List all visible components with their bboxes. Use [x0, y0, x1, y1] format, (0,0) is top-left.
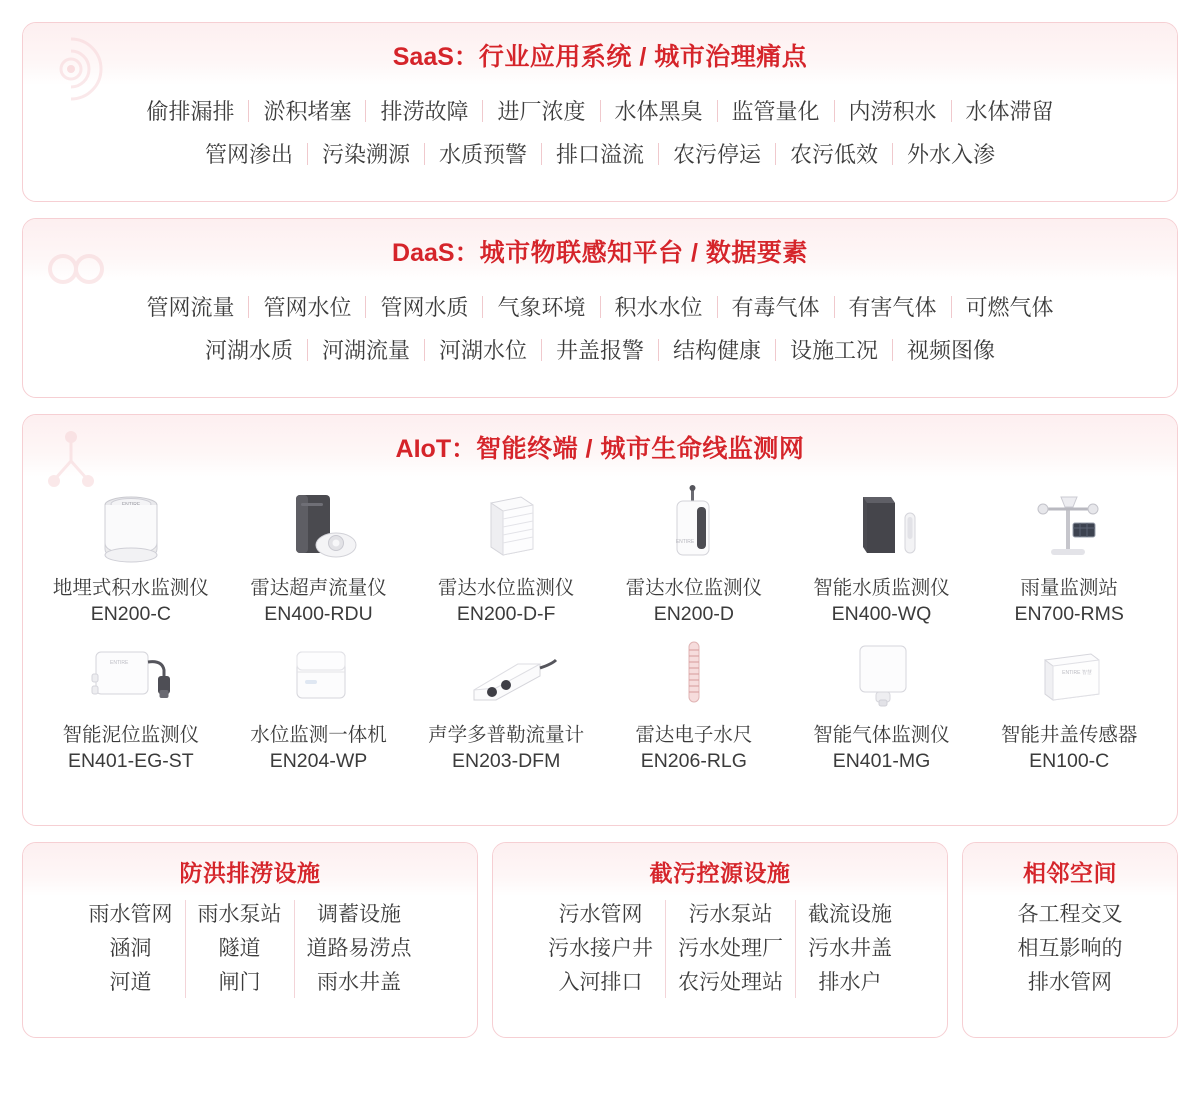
saas-tag: 外水入渗	[907, 142, 996, 167]
device-name: 智能井盖传感器	[1000, 723, 1138, 746]
saas-tag: 水体滞留	[965, 99, 1054, 124]
flood-column-1	[77, 898, 185, 1000]
device-model: EN200-C	[90, 603, 171, 626]
device-card[interactable]	[975, 630, 1163, 775]
device-model: EN203-DFM	[451, 749, 561, 772]
smart-mud-level-icon	[37, 630, 225, 722]
facility-item: 道路易涝点	[306, 937, 412, 961]
facility-item: 污水接户井	[548, 937, 653, 961]
sewage-column-1	[536, 898, 665, 1000]
smart-manhole-sensor-icon	[975, 630, 1163, 722]
daas-tag: 可燃气体	[965, 295, 1054, 320]
radar-electronic-ruler-icon	[600, 630, 788, 722]
facility-item: 污水管网	[558, 903, 643, 926]
saas-row-2	[23, 132, 1177, 175]
daas-tag: 河湖水质	[204, 338, 293, 363]
buried-water-sensor-icon	[37, 483, 225, 575]
saas-tag: 淤积堵塞	[263, 99, 352, 124]
daas-row-2	[23, 328, 1177, 371]
daas-tag: 管网水位	[263, 295, 352, 320]
facility-item: 排水户	[818, 971, 882, 995]
daas-title-cn: 城市物联感知平台 / 数据要素	[479, 239, 808, 267]
facility-row	[22, 842, 1178, 1038]
daas-tag: 管网流量	[146, 295, 235, 320]
daas-title	[23, 219, 1177, 281]
smart-water-quality-icon	[788, 483, 976, 575]
facility-item: 入河排口	[558, 971, 643, 995]
device-name: 雷达水位监测仪	[437, 577, 575, 599]
adjacent-line: 相互影响的	[1017, 937, 1123, 961]
device-card[interactable]	[37, 630, 225, 775]
radar-ultrasonic-flowmeter-icon	[225, 483, 413, 575]
device-card[interactable]	[412, 483, 600, 628]
rain-gauge-station-icon	[975, 483, 1163, 575]
daas-tag: 积水水位	[614, 295, 703, 320]
device-card[interactable]	[225, 483, 413, 628]
saas-title-cn: 行业应用系统 / 城市治理痛点	[478, 43, 808, 71]
device-model: EN100-C	[1029, 749, 1110, 772]
svg-text:ENTIRE: ENTIRE	[109, 659, 129, 666]
adjacent-line: 各工程交叉	[1017, 903, 1123, 926]
device-card[interactable]	[975, 483, 1163, 628]
device-grid	[23, 477, 1177, 782]
adjacent-space-panel	[962, 842, 1178, 1038]
device-name: 雨量监测站	[1020, 577, 1118, 599]
daas-tag: 有害气体	[848, 295, 937, 320]
daas-tag: 管网水质	[380, 295, 469, 320]
sewage-column-2	[666, 898, 795, 1000]
daas-tag: 河湖水位	[438, 338, 527, 363]
adjacent-body	[963, 896, 1177, 1010]
device-model: EN206-RLG	[640, 749, 747, 772]
daas-tag: 井盖报警	[555, 338, 644, 363]
integrated-level-meter-icon	[225, 630, 413, 722]
facility-item: 雨水泵站	[197, 903, 282, 926]
facility-item: 调蓄设施	[317, 903, 401, 926]
daas-tag: 视频图像	[907, 338, 996, 363]
saas-tag: 排涝故障	[380, 99, 469, 124]
daas-title-latin: DaaS：	[392, 239, 480, 267]
adjacent-title: 相邻空间	[963, 843, 1177, 896]
radar-level-meter-icon	[600, 483, 788, 575]
daas-tag: 气象环境	[497, 295, 586, 320]
device-card[interactable]	[788, 483, 976, 628]
facility-item: 雨水井盖	[317, 971, 401, 995]
aiot-title-latin: AIoT：	[395, 435, 477, 463]
device-name: 雷达电子水尺	[635, 723, 753, 746]
saas-title	[23, 23, 1177, 85]
device-model: EN200-D-F	[456, 603, 556, 626]
facility-item: 闸门	[218, 971, 261, 995]
device-name: 智能气体监测仪	[813, 723, 950, 746]
facility-item: 隧道	[218, 937, 261, 961]
device-name: 雷达水位监测仪	[625, 577, 763, 599]
device-model: EN400-RDU	[264, 603, 373, 626]
device-card[interactable]	[600, 483, 788, 628]
facility-item: 污水处理厂	[678, 937, 783, 961]
radar-level-meter-f-icon	[412, 483, 600, 575]
facility-item: 雨水管网	[88, 903, 173, 926]
facility-item: 污水井盖	[808, 937, 892, 961]
device-card[interactable]	[412, 630, 600, 775]
daas-tag: 河湖流量	[321, 338, 410, 363]
acoustic-doppler-flowmeter-icon	[412, 630, 600, 722]
device-name: 声学多普勒流量计	[428, 723, 585, 746]
device-name: 雷达超声流量仪	[250, 577, 387, 599]
device-card[interactable]	[37, 483, 225, 628]
flood-panel	[22, 842, 478, 1038]
saas-tag: 进厂浓度	[497, 99, 586, 124]
smart-gas-detector-icon	[788, 630, 976, 722]
device-model: EN200-D	[653, 603, 734, 626]
saas-row-1	[23, 89, 1177, 132]
svg-text:ENTIRE 智慧: ENTIRE 智慧	[1062, 669, 1093, 676]
facility-item: 涵洞	[109, 937, 152, 961]
facility-item: 截流设施	[808, 903, 892, 926]
aiot-panel	[22, 414, 1178, 826]
saas-title-latin: SaaS：	[392, 43, 479, 71]
device-name: 水位监测一体机	[250, 723, 387, 746]
daas-tag: 有毒气体	[731, 295, 820, 320]
daas-tag-body	[23, 281, 1177, 371]
facility-item: 河道	[109, 971, 152, 995]
saas-panel	[22, 22, 1178, 202]
saas-tag: 管网渗出	[204, 142, 293, 167]
device-name: 智能水质监测仪	[813, 577, 950, 599]
flood-column-2	[186, 898, 294, 1000]
sewage-title: 截污控源设施	[493, 843, 947, 896]
saas-tag: 水质预警	[438, 142, 527, 167]
saas-tag: 水体黑臭	[614, 99, 703, 124]
saas-tag: 偷排漏排	[146, 99, 235, 124]
saas-tag: 农污停运	[673, 142, 762, 167]
saas-tag: 监管量化	[731, 99, 820, 124]
aiot-title	[23, 415, 1177, 477]
aiot-title-cn: 智能终端 / 城市生命线监测网	[476, 435, 805, 463]
device-model: EN700-RMS	[1014, 603, 1124, 626]
device-name: 智能泥位监测仪	[62, 723, 200, 746]
saas-tag-body	[23, 85, 1177, 175]
flood-columns	[23, 896, 477, 1010]
device-card[interactable]	[600, 630, 788, 775]
sewage-column-3	[796, 898, 904, 1000]
saas-tag: 排口溢流	[555, 142, 644, 167]
saas-tag: 污染溯源	[321, 142, 410, 167]
sewage-panel	[492, 842, 948, 1038]
device-card[interactable]	[225, 630, 413, 775]
facility-item: 污水泵站	[688, 903, 773, 926]
daas-tag: 设施工况	[790, 338, 879, 363]
daas-tag: 结构健康	[673, 338, 762, 363]
device-model: EN401-EG-ST	[67, 749, 194, 772]
saas-tag: 内涝积水	[848, 99, 937, 124]
sewage-columns	[493, 896, 947, 1010]
svg-text:ENTIRE: ENTIRE	[675, 539, 694, 545]
device-model: EN401-MG	[832, 749, 931, 772]
facility-item: 农污处理站	[678, 971, 783, 995]
device-card[interactable]	[788, 630, 976, 775]
adjacent-line: 排水管网	[1028, 971, 1112, 995]
device-model: EN204-WP	[269, 749, 368, 772]
flood-title: 防洪排涝设施	[23, 843, 477, 896]
daas-panel	[22, 218, 1178, 398]
flood-column-3	[295, 898, 424, 1000]
saas-tag: 农污低效	[790, 142, 879, 167]
daas-row-1	[23, 285, 1177, 328]
device-model: EN400-WQ	[831, 603, 932, 626]
device-name: 地埋式积水监测仪	[52, 577, 209, 599]
